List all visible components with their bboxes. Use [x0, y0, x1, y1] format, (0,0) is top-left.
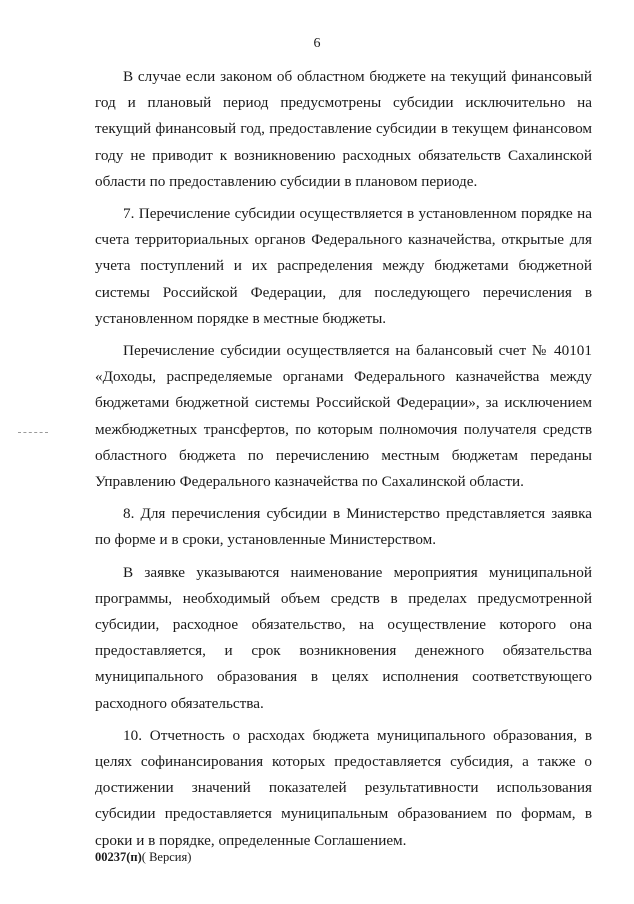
footer-version: ( Версия) — [141, 850, 192, 864]
paragraph-8-application: 8. Для перечисления субсидии в Министерство представляется заявка по форме и в сроки, установленные Министерством. — [95, 505, 592, 549]
footer-document-code: 00237(п) — [95, 850, 142, 864]
paragraph-10-reporting: 10. Отчетность о расходах бюджета муниципального образования, в целях софинансирования которых предоставляется субсидия, а также о достижении значений показателей результативности использования субсидии предоставляется муниципальным образованием по формам, в сроки и в порядке, определенные Соглашением. — [95, 726, 592, 849]
margin-mark — [18, 432, 48, 435]
paragraph-balance-account: Перечисление субсидии осуществляется на балансовый счет № 40101 «Доходы, распределяемые органами Федерального казначейства между бюджетами бюджетной системы Российской Федерации», за исключением межбюджетных трансфертов, по которым полномочия получателя средств областного бюджета по перечислению местным бюджетам переданы Управлению Федерального казначейства по Сахалинской области. — [95, 342, 592, 491]
document-body — [95, 64, 592, 854]
paragraph-application-contents: В заявке указываются наименование мероприятия муниципальной программы, необходимый объем средств в пределах предусмотренной субсидии, расходное обязательство, на осуществление которого она предоставляется, и срок возникновения денежного обязательства муниципального образования в целях исполнения соответствующего расходного обязательства. — [95, 563, 592, 712]
paragraph-subsidy-current-year: В случае если законом об областном бюджете на текущий финансовый год и плановый период предусмотрены субсидии исключительно на текущий финансовый год, предоставление субсидии в текущем финансовом году не приводит к возникновению расходных обязательств Сахалинской области по предоставлению субсидии в плановом периоде. — [95, 68, 592, 190]
paragraph-7-transfer-accounts: 7. Перечисление субсидии осуществляется в установленном порядке на счета территориальных органов Федерального казначейства, открытые для учета поступлений и их распределения между бюджетами бюджетной системы Российской Федерации, для последующего перечисления в установленном порядке в местные бюджеты. — [95, 205, 592, 327]
page-number: 6 — [313, 36, 321, 51]
document-footer — [95, 848, 191, 866]
